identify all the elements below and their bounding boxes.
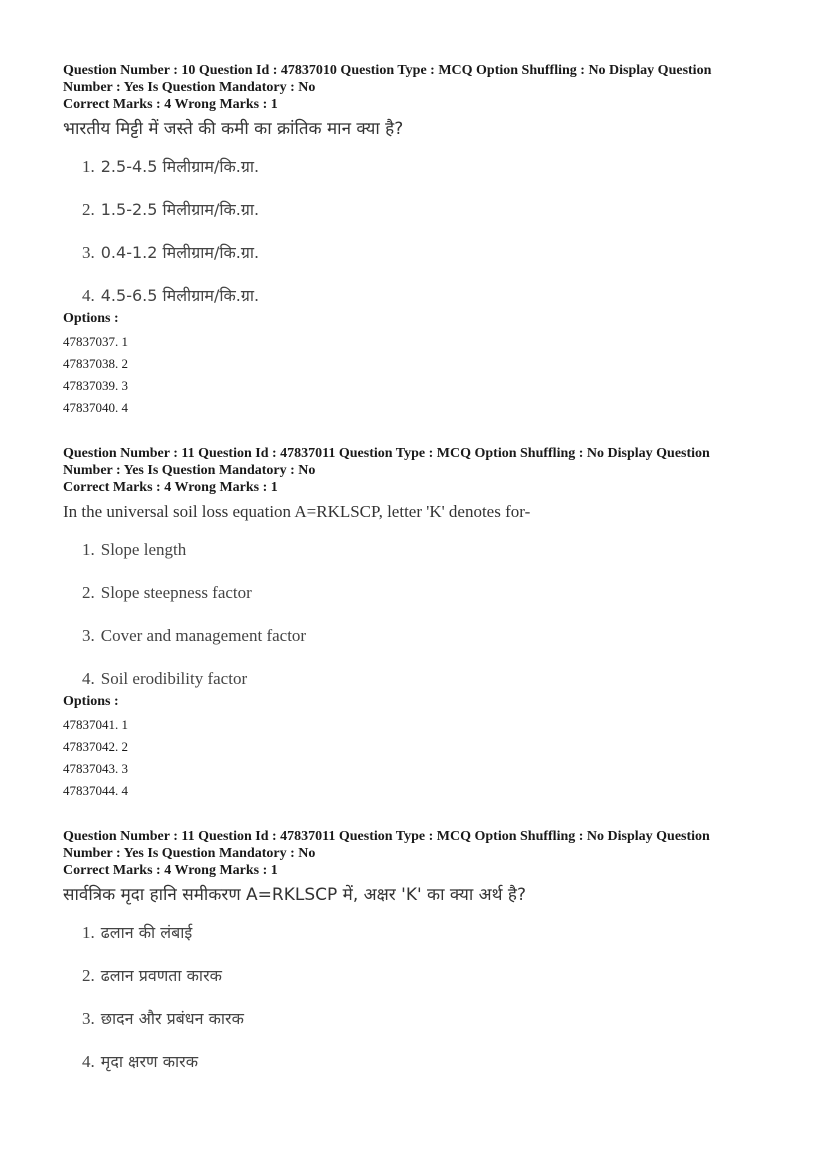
choice-text: Slope steepness factor [100,583,252,602]
question-meta [63,62,763,113]
answer-choice [82,921,763,945]
answer-choices [63,538,763,691]
option-id: 47837044. 4 [63,783,128,798]
option-id: 47837037. 1 [63,334,128,349]
answer-choice [82,241,763,265]
question-block [63,445,763,802]
choice-text: Slope length [100,540,187,559]
choice-number: 4. [82,286,95,305]
question-marks: Correct Marks : 4 Wrong Marks : 1 [63,480,278,495]
question-spacer [63,419,763,445]
option-id: 47837039. 3 [63,378,128,393]
options-label: Options : [63,694,119,709]
choice-number: 1. [82,540,95,559]
question-block [63,828,763,1074]
answer-choice [82,538,763,562]
question-spacer [63,802,763,828]
question-meta-line: Number : Yes Is Question Mandatory : No [63,463,316,478]
choice-number: 1. [82,923,95,942]
option-id-list [63,714,763,802]
options-label: Options : [63,311,119,326]
choice-text: मृदा क्षरण कारक [100,1052,198,1071]
option-id-list [63,331,763,419]
answer-choice [82,1007,763,1031]
choice-number: 1. [82,157,95,176]
option-id: 47837038. 2 [63,356,128,371]
answer-choice [82,198,763,222]
choice-text: Soil erodibility factor [100,669,248,688]
option-id: 47837043. 3 [63,761,128,776]
answer-choices [63,921,763,1074]
answer-choice [82,284,763,308]
answer-choices [63,155,763,308]
question-meta-line: Number : Yes Is Question Mandatory : No [63,80,316,95]
choice-text: Cover and management factor [100,626,307,645]
choice-number: 3. [82,1009,95,1028]
choice-text: 1.5-2.5 मिलीग्राम/कि.ग्रा. [100,200,260,219]
answer-choice [82,964,763,988]
choice-text: 0.4-1.2 मिलीग्राम/कि.ग्रा. [100,243,260,262]
question-marks: Correct Marks : 4 Wrong Marks : 1 [63,97,278,112]
question-text: भारतीय मिट्टी में जस्ते की कमी का क्रांतिक मान क्या है? [63,119,404,139]
question-meta [63,828,763,879]
question-meta-line: Question Number : 10 Question Id : 47837010 Question Type : MCQ Option Shuffling : No Display Question [63,63,712,78]
choice-number: 3. [82,243,95,262]
choice-text: 4.5-6.5 मिलीग्राम/कि.ग्रा. [100,286,260,305]
choice-number: 3. [82,626,95,645]
choice-text: 2.5-4.5 मिलीग्राम/कि.ग्रा. [100,157,260,176]
choice-text: छादन और प्रबंधन कारक [100,1009,244,1028]
choice-number: 2. [82,966,95,985]
choice-text: ढलान प्रवणता कारक [100,966,222,985]
choice-number: 4. [82,1052,95,1071]
option-id: 47837042. 2 [63,739,128,754]
option-id: 47837041. 1 [63,717,128,732]
question-marks: Correct Marks : 4 Wrong Marks : 1 [63,863,278,878]
question-meta-line: Question Number : 11 Question Id : 47837011 Question Type : MCQ Option Shuffling : No Display Question [63,829,710,844]
question-block [63,62,763,419]
question-text: In the universal soil loss equation A=RKLSCP, letter 'K' denotes for- [63,502,531,521]
answer-choice [82,667,763,691]
choice-number: 2. [82,200,95,219]
question-paper-page [63,62,763,1074]
answer-choice [82,581,763,605]
choice-number: 4. [82,669,95,688]
question-meta-line: Question Number : 11 Question Id : 47837011 Question Type : MCQ Option Shuffling : No Display Question [63,446,710,461]
answer-choice [82,155,763,179]
question-meta [63,445,763,496]
choice-text: ढलान की लंबाई [100,923,193,942]
question-meta-line: Number : Yes Is Question Mandatory : No [63,846,316,861]
question-text: सार्वत्रिक मृदा हानि समीकरण A=RKLSCP में, अक्षर 'K' का क्या अर्थ है? [63,885,526,905]
answer-choice [82,1050,763,1074]
answer-choice [82,624,763,648]
choice-number: 2. [82,583,95,602]
option-id: 47837040. 4 [63,400,128,415]
